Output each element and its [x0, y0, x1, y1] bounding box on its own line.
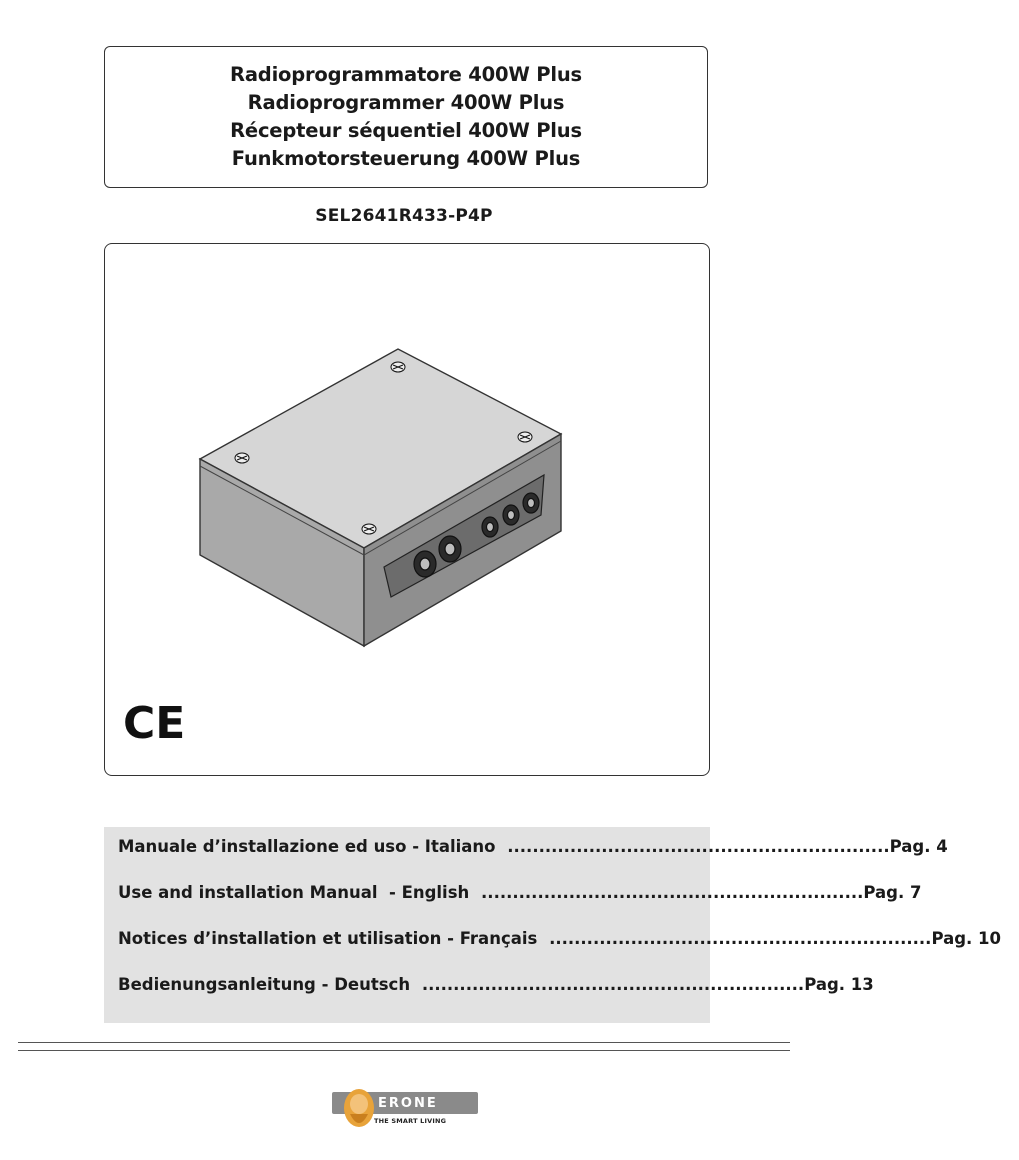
toc-entry-label: Notices d’installation et utilisation - Français: [118, 929, 544, 948]
logo-tagline: THE SMART LIVING: [374, 1117, 447, 1125]
footer-divider-top: [18, 1042, 790, 1043]
title-box: [104, 46, 708, 188]
title-english: Radioprogrammer 400W Plus: [247, 91, 565, 114]
toc-entry-label: Use and installation Manual - English: [118, 883, 476, 902]
table-of-contents: [104, 827, 1002, 1023]
toc-leader-dots: .............................................................: [481, 883, 864, 902]
junction-box-illustration: [200, 339, 620, 659]
footer-divider-bottom: [18, 1050, 790, 1051]
toc-entry-page: Pag. 13: [804, 975, 874, 994]
toc-entry-label: Manuale d’installazione ed uso - Italiano: [118, 837, 502, 856]
ce-mark-text: CE: [123, 698, 186, 749]
logo-head-icon: [344, 1089, 374, 1127]
toc-entry-italian[interactable]: [118, 837, 948, 883]
toc-entry-page: Pag. 7: [863, 883, 922, 902]
title-italian: Radioprogrammatore 400W Plus: [230, 63, 582, 86]
toc-entry-french[interactable]: [118, 929, 1002, 975]
title-german: Funkmotorsteuerung 400W Plus: [231, 147, 581, 170]
toc-leader-dots: .............................................................: [507, 837, 890, 856]
toc-entry-page: Pag. 10: [931, 929, 1002, 948]
toc-entry-english[interactable]: [118, 883, 922, 929]
toc-entry-page: Pag. 4: [889, 837, 948, 856]
model-code: SEL2641R433-P4P: [315, 206, 493, 226]
product-image-frame: [104, 243, 710, 776]
logo-wordmark: ERONE: [378, 1096, 438, 1111]
ce-mark-icon: [123, 698, 195, 749]
brand-logo: [332, 1086, 482, 1136]
toc-entry-german[interactable]: [118, 975, 874, 1021]
title-french: Récepteur séquentiel 400W Plus: [230, 119, 582, 142]
toc-leader-dots: .............................................................: [421, 975, 805, 994]
toc-entry-label: Bedienungsanleitung - Deutsch: [118, 975, 416, 994]
toc-leader-dots: .............................................................: [549, 929, 932, 948]
